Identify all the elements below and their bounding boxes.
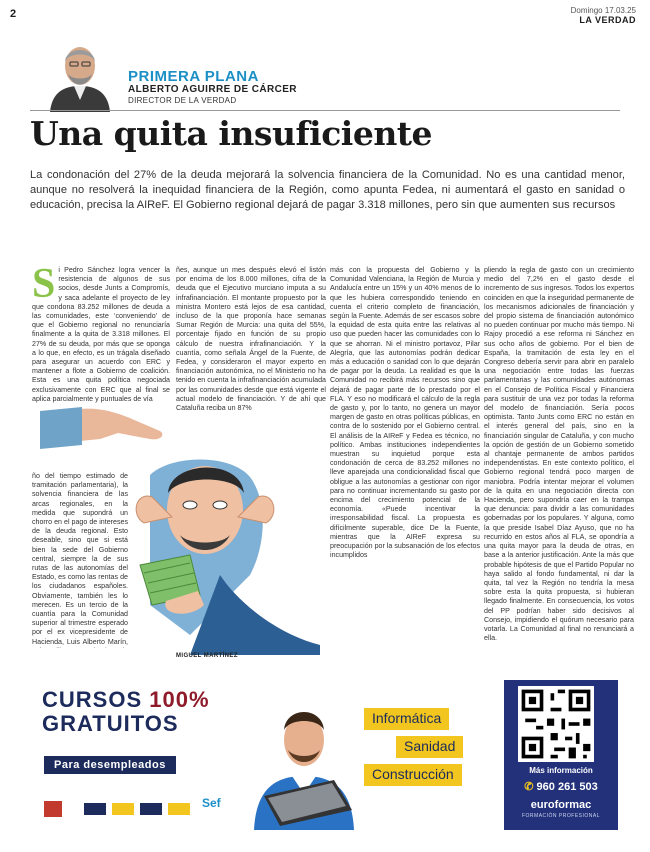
phone-icon: ✆ xyxy=(524,781,534,793)
sef-logo: Sef xyxy=(202,796,221,810)
brand-name: euroformac xyxy=(530,799,592,811)
phone-number-text: 960 261 503 xyxy=(536,781,598,793)
column-3: más con la propuesta del Gobierno y la Comunidad Valenciana, la Región de Murcia y Andalucía entre un 15% y un 40% menos de lo que les hubiera correspondido teniendo en cuenta el criterio completo de financiación, según la Fuente. Además de ser escasos sobre la equidad de esta quita entre las relativas al uso que pueden hacer las comunidades con lo que se ahorran. Ni el ministro portavoz, Pilar Alegría, que las autonomías podrán dedicar más a educación o sanidad con lo que dejarán de pagar por la deuda. La realidad es que la Comunidad no recibirá más recursos sino que dejará de pagar parte de lo prestado por el FLA. Y eso no modificará el cálculo de la regla de gasto y, por lo tanto, no genera un mayor margen de gasto en otras políticas públicas, en contra de lo sostenido por el Gobierno central. El análisis de la AIReF y Fedea es técnico, no político. Ambas instituciones independientes muestran su inquietud porque esta condonación de cerca de 83.252 millones no lleve aparejada una condicionalidad fiscal que obligue a las autonomías a gestionar con rigor para no continuar incrementando su gasto por encima del crecimiento potencial de la economía. «Puede incentivar la irresponsabilidad fiscal. La propuesta es difícilmente superable, dice De la Fuente, mientras que la AIReF expresa su preocupación por la subsanación de los efectos incumplidos xyxy=(330,266,480,560)
ad-contact-panel xyxy=(504,680,618,830)
column-4: pliendo la regla de gasto con un crecimiento medio del 7,2% en el gasto desde el incremento de sus ingresos. Todos los expertos coinciden en que la inseguridad permanente de los mecanismos adicionales de financiación y del propio sistema de financiación autonómico no pueden continuar por mucho más tiempo. Ni Rajoy procedió a ese reforma ni Sánchez en sus ocho años de gobierno. Por el bien de España, la tramitación de esta ley en el Congreso debería servir para abrir en paralelo una negociación entre todas las fuerzas parlamentarias y las comunidades autónomas en el Consejo de Política Fiscal y Financiera para sustituir de una vez por todas la reforma del modelo de financiación. Sería pocos optimista. Tanto Junts como ERC no están en el interés general del país, sino en la financiación singular de Cataluña, y con mucho la opción de gestión de un Gobierno sometido al chantaje permanente de ambos partidos independentistas. En este contexto político, el Gobierno regional tendrá poco margen de maniobra. Podría intentar mejorar el volumen de la quita en una negociación directa con Hacienda, pero supondría caer en la trampa que denuncia: para dividir a las comunidades gobernadas por los populares. Y alguna, como la que preside Isabel Díaz Ayuso, que no ha recurrido en estos años al FLA, se opondría a una quita mayor para la deuda de otras, en base a la anterior justificación. Ante la más que probable hipótesis de que el Partido Popular no haya salido al fondo fundamental, ni dar la quita, tal vez la Región no tendría la mesa sobre esta la quita propuesta, si hubieran llegado finalmente. En consecuencia, los votos del PP podrían haber sido decisivos al Consejo, impidiendo el quórum necesario para votarla. La Comunidad al final no renunciará a ella. xyxy=(484,266,634,642)
illustration-credit: MIGUEL MARTÍNEZ xyxy=(176,653,238,659)
dek: La condonación del 27% de la deuda mejorará la solvencia financiera de la Comunidad. No es una cantidad menor, aunque no resolverá la inequidad financiera de la Región, como apunta Fedea, ni aumentará el gasto en sanidad o educación, precisa la AIReF. El Gobierno regional dejará de pagar 3.318 millones, pero sin que aumenten sus recursos xyxy=(30,169,625,211)
ad-tag-informatica: Informática xyxy=(364,708,449,730)
phone-number[interactable] xyxy=(504,780,618,793)
drop-cap: S xyxy=(32,266,56,307)
ad-tag-sanidad: Sanidad xyxy=(396,736,463,758)
section-title: PRIMERA PLANA xyxy=(128,68,259,85)
headline: Una quita insuficiente xyxy=(30,114,433,153)
ad-title-percentage: 100% xyxy=(149,687,210,712)
illustration xyxy=(40,405,320,655)
ad-title-line2: GRATUITOS xyxy=(42,711,179,736)
ad-title xyxy=(42,688,210,736)
newspaper-name: LA VERDAD xyxy=(579,15,636,25)
page-number: 2 xyxy=(10,8,17,20)
column-1-bottom: ño del tiempo estimado de tramitación parlamentaria), la solvencia financiera de las arcas regionales, en la medida que supondrá un chorro en el pago de intereses de la deuda regional. Esto deseable, sino que si está bien la sede del Gobierno central, siempre la de sus rutas de las autonomías del Estado, es como las rentas de los ciudadanos españoles. Obviamente, también les lo merecen. Es un tercio de la cuantía para la Comunidad superior al trimestre esperado por el ex vicepresidente de Hacienda, Luis Alberto Marín, xyxy=(32,472,128,646)
brand-subtitle: FORMACIÓN PROFESIONAL xyxy=(521,813,600,819)
author-role: DIRECTOR DE LA VERDAD xyxy=(128,96,237,105)
author-portrait xyxy=(40,36,120,112)
ad-person-photo xyxy=(234,680,374,830)
author-name: ALBERTO AGUIRRE DE CÁRCER xyxy=(128,84,297,95)
header-divider xyxy=(30,110,620,111)
column-2-top: ñes, aunque un mes después elevó el listón por encima de los 8.000 millones, cifra de la deuda que el Ejecutivo murciano imputa a su infrafinanciación. El montante propuesto por la ministra Montero está lejos de esa cantidad, incluso de la que proponía hace semanas Sumar Región de Murcia: una quita del 55%, porcentaje fijado en función de su propio cálculo de nuestra infrafinanciación. Y la cuantía, como señala Ángel de la Fuente, de Fedea, y consideraron el mayor experto en financiación autonómica, no el Ministerio no ha tenido en cuenta la infrafinanciación acumulada por las comunidades desde que está vigente el actual modelo de financiación. Y de ahí que Cataluña reciba un 87% xyxy=(176,266,326,413)
advertisement[interactable] xyxy=(34,680,618,830)
qr-code[interactable] xyxy=(518,686,594,762)
column-1-top-text: i Pedro Sánchez logra vencer la resistencia de algunos de sus socios, desde Junts a Compromís, y saca adelante el proyecto de ley que condona 83.252 millones de deuda a las comunidades, este ‘conveniendo’ de que el Gobierno regional no renunciaría finalmente a la quita de 3.318 millones. El 27% de su deuda, por más que se oponga a lo que, en efecto, es un trágala diseñado para asegurar un acuerdo con ERC y mantener a flote a Gobierno de coalición. Esta es una quita política negociada exclusivamente con ERC que al final se aplica parcialmente y puntuales de vía xyxy=(32,266,170,403)
ad-tag-construccion: Construcción xyxy=(364,764,462,786)
column-1-top xyxy=(32,266,170,416)
ad-badge: Para desempleados xyxy=(44,756,176,774)
more-info-label: Más información xyxy=(529,766,593,775)
issue-date: Domingo 17.03.25 xyxy=(570,6,636,15)
ad-title-line1: CURSOS xyxy=(42,687,143,712)
